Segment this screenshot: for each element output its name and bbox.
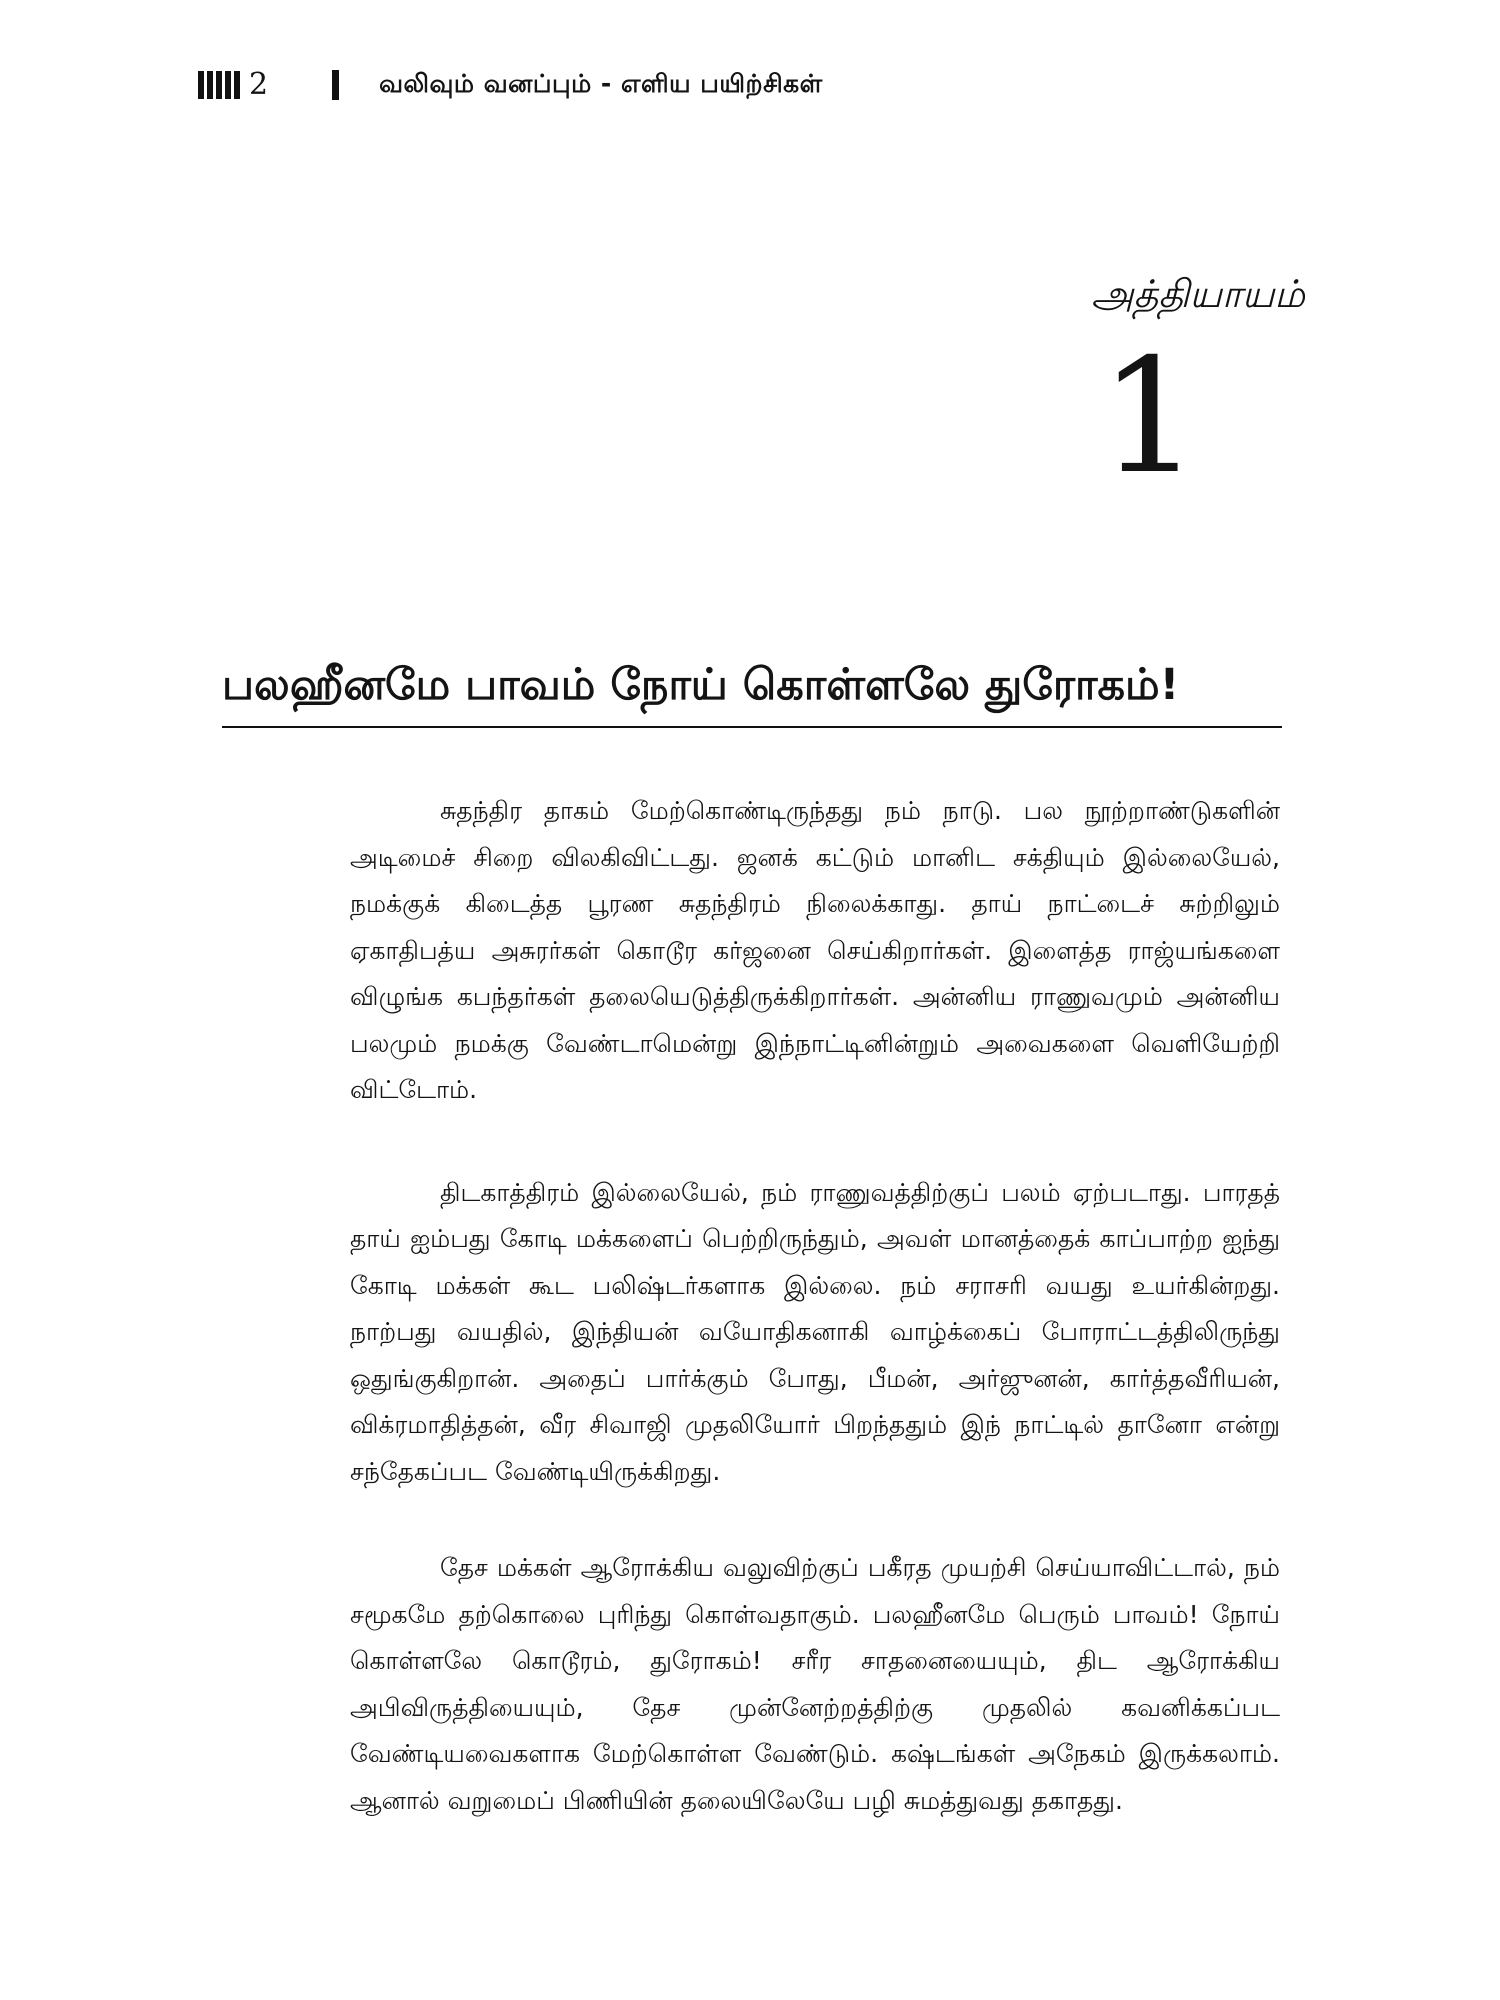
paragraph: தேச மக்கள் ஆரோக்கிய வலுவிற்குப் பகீரத முயற்சி செய்யாவிட்டால், நம் சமூகமே தற்கொலை புரிந்து கொள்வதாகும். பலஹீனமே பெரும் பாவம்! நோய் கொள்ளலே கொடூரம், துரோகம்! சரீர சாதனையையும், திட ஆரோக்கிய அபிவிருத்தியையும், தேச முன்னேற்றத்திற்கு முதலில் கவனிக்கப்பட வேண்டியவைகளாக மேற்கொள்ள வேண்டும். கஷ்டங்கள் அநேகம் இருக்கலாம். ஆனால் வறுமைப் பிணியின் தலையிலேயே பழி சுமத்துவது தகாதது. [350,1553,1280,1815]
chapter-title: பலஹீனமே பாவம் நோய் கொள்ளலே துரோகம்! [222,660,1180,710]
book-title: வலிவும் வனப்பும் - எளிய பயிற்சிகள் [379,68,823,98]
chapter-label: அத்தியாயம் [1091,272,1305,316]
chapter-number: 1 [1099,325,1200,509]
header-divider [332,70,339,100]
header-bars-ornament [198,71,243,99]
title-underline [222,726,1282,728]
paragraph: திடகாத்திரம் இல்லையேல், நம் ராணுவத்திற்குப் பலம் ஏற்படாது. பாரதத் தாய் ஐம்பது கோடி மக்களைப் பெற்றிருந்தும், அவள் மானத்தைக் காப்பாற்ற ஐந்து கோடி மக்கள் கூட பலிஷ்டர்களாக இல்லை. நம் சராசரி வயது உயர்கின்றது. நாற்பது வயதில், இந்தியன் வயோதிகனாகி வாழ்க்கைப் போராட்டத்திலிருந்து ஒதுங்குகிறான். அதைப் பார்க்கும் போது, பீமன், அர்ஜுனன், கார்த்தவீரியன், விக்ரமாதித்தன், வீர சிவாஜி முதலியோர் பிறந்ததும் இந் நாட்டில் தானோ என்று சந்தேகப்பட வேண்டியிருக்கிறது. [350,1177,1280,1486]
paragraph: சுதந்திர தாகம் மேற்கொண்டிருந்தது நம் நாடு. பல நூற்றாண்டுகளின் அடிமைச் சிறை விலகிவிட்டது. ஜனக் கட்டும் மானிட சக்தியும் இல்லையேல், நமக்குக் கிடைத்த பூரண சுதந்திரம் நிலைக்காது. தாய் நாட்டைச் சுற்றிலும் ஏகாதிபத்ய அசுரர்கள் கொடூர கர்ஜனை செய்கிறார்கள். இளைத்த ராஜ்யங்களை விழுங்க கபந்தர்கள் தலையெடுத்திருக்கிறார்கள். அன்னிய ராணுவமும் அன்னிய பலமும் நமக்கு வேண்டாமென்று இந்நாட்டினின்றும் அவைகளை வெளியேற்றி விட்டோம். [350,796,1280,1104]
running-header [198,64,823,106]
page-number: 2 [249,67,269,102]
body-text [350,788,1280,1880]
